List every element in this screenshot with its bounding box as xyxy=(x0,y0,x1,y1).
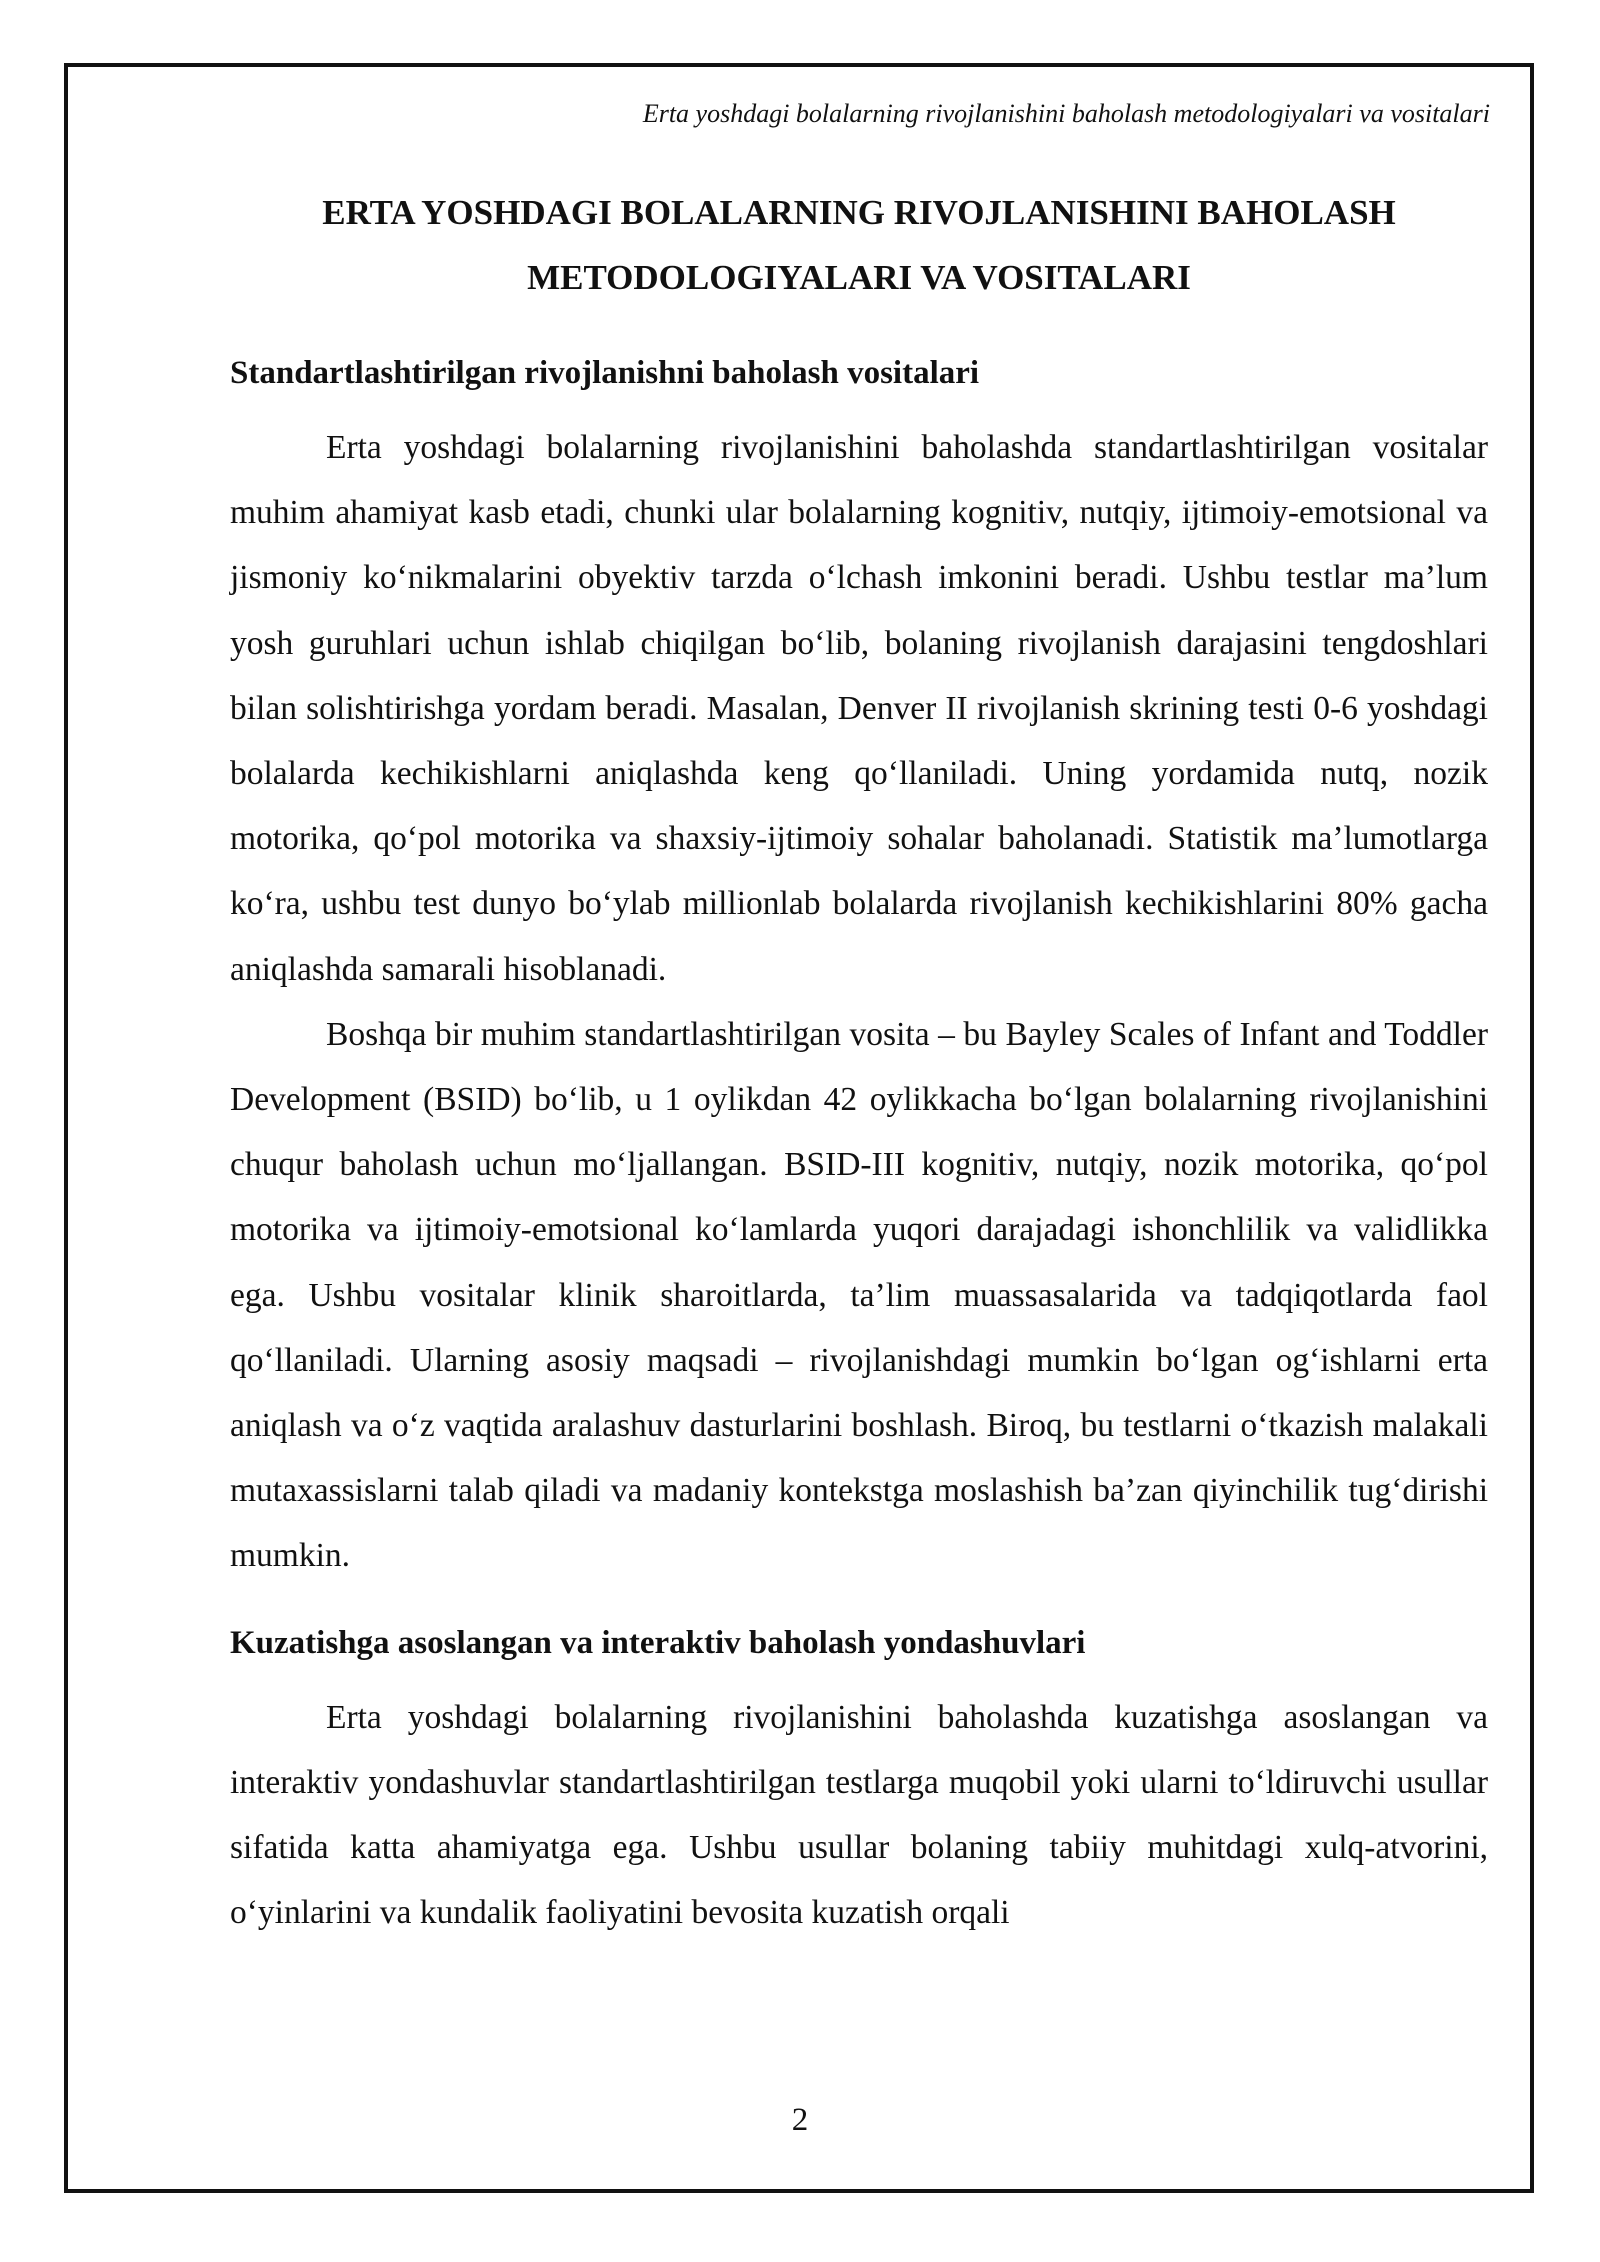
document-title xyxy=(230,180,1488,310)
body-paragraph: Erta yoshdagi bolalarning rivojlanishini baholashda kuzatishga asoslangan va interaktiv yondashuvlar standartlashtirilgan testlarga muqobil yoki ularni to‘ldiruvchi usullar sifatida katta ahamiyatga ega. Ushbu usullar bolaning tabiiy muhitdagi xulq-atvorini, o‘yinlarini va kundalik faoliyatini bevosita kuzatish orqali xyxy=(230,1698,1488,1932)
document-body xyxy=(230,180,1488,1945)
section-heading: Kuzatishga asoslangan va interaktiv baholash yondashuvlari xyxy=(230,1624,1086,1661)
body-paragraph: Boshqa bir muhim standartlashtirilgan vosita – bu Bayley Scales of Infant and Toddler Development (BSID) bo‘lib, u 1 oylikdan 42 oylikkacha bo‘lgan bolalarning rivojlanishini chuqur baholash uchun mo‘ljallangan. BSID-III kognitiv, nutqiy, nozik motorika, qo‘pol motorika va ijtimoiy-emotsional ko‘lamlarda yuqori darajadagi ishonchlilik va validlikka ega. Ushbu vositalar klinik sharoitlarda, ta’lim muassasalarida va tadqiqotlarda faol qo‘llaniladi. Ularning asosiy maqsadi – rivojlanishdagi mumkin bo‘lgan og‘ishlarni erta aniqlash va o‘z vaqtida aralashuv dasturlarini boshlash. Biroq, bu testlarni o‘tkazish malakali mutaxassislarni talab qiladi va madaniy kontekstga moslashish ba’zan qiyinchilik tug‘dirishi mumkin. xyxy=(230,1015,1488,1575)
page-number: 2 xyxy=(791,2102,809,2138)
document-title-line-2: METODOLOGIYALARI VA VOSITALARI xyxy=(527,258,1191,297)
document-title-line-1: ERTA YOSHDAGI BOLALARNING RIVOJLANISHINI BAHOLASH xyxy=(322,193,1396,232)
body-paragraph: Erta yoshdagi bolalarning rivojlanishini baholashda standartlashtirilgan vositalar muhim ahamiyat kasb etadi, chunki ular bolalarning kognitiv, nutqiy, ijtimoiy-emotsional va jismoniy ko‘nikmalarini obyektiv tarzda o‘lchash imkonini beradi. Ushbu testlar ma’lum yosh guruhlari uchun ishlab chiqilgan bo‘lib, bolaning rivojlanish darajasini tengdoshlari bilan solishtirishga yordam beradi. Masalan, Denver II rivojlanish skrining testi 0-6 yoshdagi bolalarda kechikishlarni aniqlashda keng qo‘llaniladi. Uning yordamida nutq, nozik motorika, qo‘pol motorika va shaxsiy-ijtimoiy sohalar baholanadi. Statistik ma’lumotlarga ko‘ra, ushbu test dunyo bo‘ylab millionlab bolalarda rivojlanish kechikishlarini 80% gacha aniqlashda samarali hisoblanadi. xyxy=(230,429,1488,988)
section-heading: Standartlashtirilgan rivojlanishni baholash vositalari xyxy=(230,355,980,391)
running-header: Erta yoshdagi bolalarning rivojlanishini baholash metodologiyalari va vositalari xyxy=(642,99,1490,128)
